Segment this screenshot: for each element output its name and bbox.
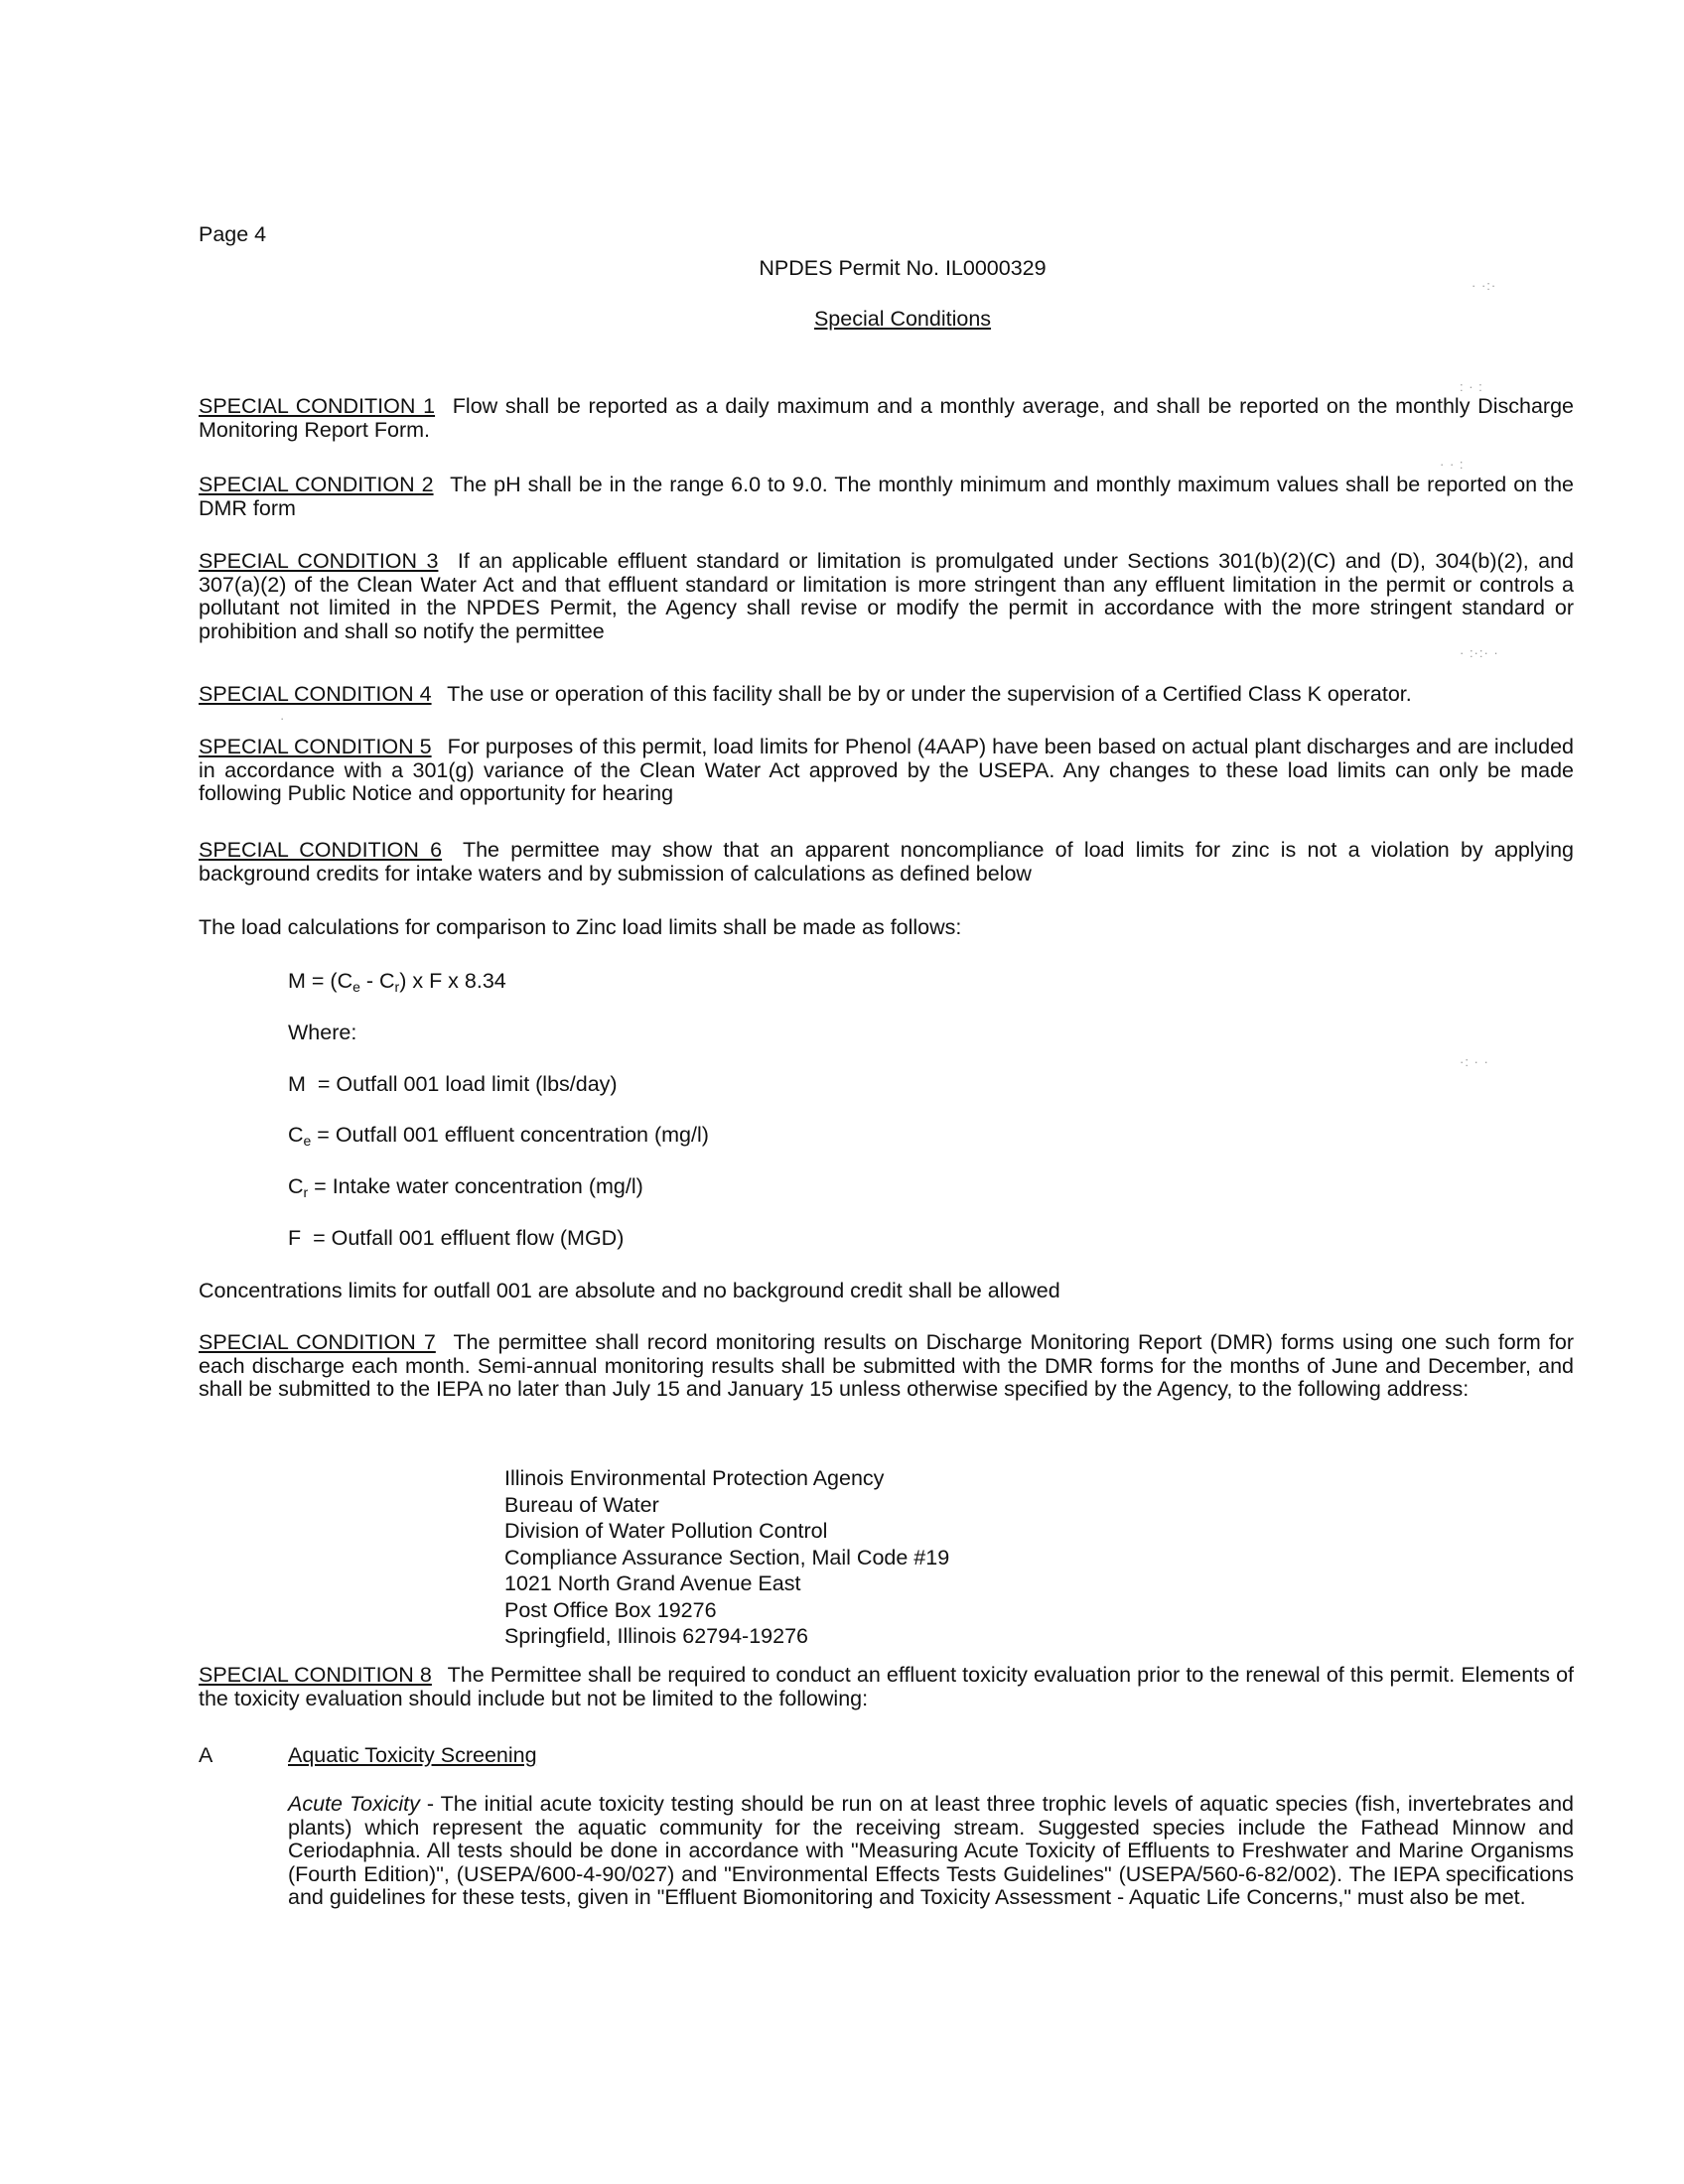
formula-part: ) x F x 8.34 [399, 969, 506, 993]
address-line: 1021 North Grand Avenue East [504, 1571, 801, 1595]
condition-label: SPECIAL CONDITION 3 [199, 549, 439, 573]
condition-label: SPECIAL CONDITION 8 [199, 1663, 432, 1687]
definition-m: M = Outfall 001 load limit (lbs/day) [288, 1072, 618, 1096]
scan-artifact: · :·:· · [1460, 645, 1499, 660]
special-condition-4 [199, 683, 1574, 707]
condition-label: SPECIAL CONDITION 7 [199, 1330, 436, 1354]
scan-artifact: · [280, 711, 286, 726]
special-condition-2 [199, 474, 1574, 520]
special-condition-1 [199, 395, 1574, 442]
condition-label: SPECIAL CONDITION 2 [199, 473, 434, 496]
acute-toxicity-paragraph [288, 1793, 1574, 1910]
condition-text: Flow shall be reported as a daily maximum and a monthly average, and shall be reported on the monthly Discharge Monitoring Report Form. [199, 394, 1574, 442]
permit-number: NPDES Permit No. IL0000329 [759, 256, 1047, 280]
condition-text: The pH shall be in the range 6.0 to 9.0. The monthly minimum and monthly maximum values shall be reported on the DMR form [199, 473, 1574, 520]
acute-toxicity-lead: Acute Toxicity [288, 1792, 420, 1816]
address-line: Division of Water Pollution Control [504, 1519, 828, 1543]
scan-artifact: : · : [1460, 379, 1483, 394]
section-a-letter: A [199, 1743, 213, 1767]
load-formula [288, 969, 506, 995]
section-title: Special Conditions [813, 307, 992, 331]
address-line: Springfield, Illinois 62794-19276 [504, 1624, 808, 1648]
section-a-title: Aquatic Toxicity Screening [288, 1743, 537, 1767]
page-number: Page 4 [199, 222, 267, 246]
special-condition-3 [199, 550, 1574, 643]
condition-label: SPECIAL CONDITION 6 [199, 838, 443, 862]
condition-label: SPECIAL CONDITION 5 [199, 735, 432, 758]
scan-artifact: · · : [1440, 457, 1465, 472]
symbol: C [288, 1123, 304, 1147]
special-condition-6 [199, 839, 1574, 886]
symbol-subscript: r [303, 1184, 309, 1200]
condition-text: The use or operation of this facility shall be by or under the supervision of a Certified Class K operator. [447, 682, 1412, 706]
condition-text: The permittee may show that an apparent noncompliance of load limits for zinc is not a violation by applying background credits for intake waters and by submission of calculations as defined below [199, 838, 1574, 886]
definition-text: = Outfall 001 effluent concentration (mg/l) [311, 1123, 709, 1147]
symbol-subscript: e [303, 1133, 312, 1149]
acute-toxicity-text: - The initial acute toxicity testing should be run on at least three trophic levels of aquatic species (fish, invertebrates and plants) which represent the aquatic community for the receiving stream. Suggested species include the Fathead Minnow and Ceriodaphnia. All tests should be done in accordance with "Measuring Acute Toxicity of Effluents to Freshwater and Marine Organisms (Fourth Edition)", (USEPA/600-4-90/027) and "Environmental Effects Tests Guidelines" (USEPA/560-6-82/002). The IEPA specifications and guidelines for these tests, given in "Effluent Biomonitoring and Toxicity Assessment - Aquatic Life Concerns," must also be met. [288, 1792, 1574, 1909]
symbol: C [288, 1174, 304, 1198]
absolute-limits-note: Concentrations limits for outfall 001 are absolute and no background credit shall be allowed [199, 1279, 1060, 1302]
calc-intro: The load calculations for comparison to Zinc load limits shall be made as follows: [199, 915, 962, 939]
definition-cr [288, 1174, 643, 1200]
address-line: Illinois Environmental Protection Agency [504, 1466, 885, 1490]
definition-text: = Intake water concentration (mg/l) [308, 1174, 643, 1198]
formula-subscript: e [352, 979, 360, 995]
scan-artifact: · ·:· [1472, 278, 1497, 293]
formula-part: M = (C [288, 969, 353, 993]
where-label: Where: [288, 1021, 357, 1044]
mailing-address [504, 1465, 949, 1650]
condition-label: SPECIAL CONDITION 4 [199, 682, 432, 706]
condition-label: SPECIAL CONDITION 1 [199, 394, 436, 418]
scan-artifact: ·: · · [1460, 1054, 1489, 1069]
definition-f: F = Outfall 001 effluent flow (MGD) [288, 1226, 625, 1250]
condition-text: The permittee shall record monitoring results on Discharge Monitoring Report (DMR) forms using one such form for each discharge each month. Semi-annual monitoring results shall be submitted with the DMR forms for the months of June and December, and shall be submitted to the IEPA no later than July 15 and January 15 unless otherwise specified by the Agency, to the following address: [199, 1330, 1575, 1401]
condition-text: For purposes of this permit, load limits for Phenol (4AAP) have been based on actual plant discharges and are included in accordance with a 301(g) variance of the Clean Water Act approved by the USEPA. Any changes to these load limits can only be made following Public Notice and opportunity for hearing [199, 735, 1575, 805]
definition-ce [288, 1123, 709, 1149]
special-condition-7 [199, 1331, 1574, 1402]
address-line: Bureau of Water [504, 1492, 659, 1517]
formula-subscript: r [394, 979, 400, 995]
formula-part: - C [359, 969, 395, 993]
special-condition-8 [199, 1664, 1574, 1710]
special-condition-5 [199, 736, 1574, 806]
condition-text: The Permittee shall be required to conduct an effluent toxicity evaluation prior to the renewal of this permit. Elements of the toxicity evaluation should include but not be limited to the following: [199, 1663, 1575, 1710]
address-line: Post Office Box 19276 [504, 1597, 717, 1622]
condition-text: If an applicable effluent standard or limitation is promulgated under Sections 301(b)(2)(C) and (D), 304(b)(2), and 307(a)(2) of the Clean Water Act and that effluent standard or limitation is more stringent than any effluent limitation in the permit or controls a pollutant not limited in the NPDES Permit, the Agency shall revise or modify the permit in accordance with the more stringent standard or prohibition and shall so notify the permittee [199, 549, 1574, 643]
address-line: Compliance Assurance Section, Mail Code #19 [504, 1545, 950, 1570]
